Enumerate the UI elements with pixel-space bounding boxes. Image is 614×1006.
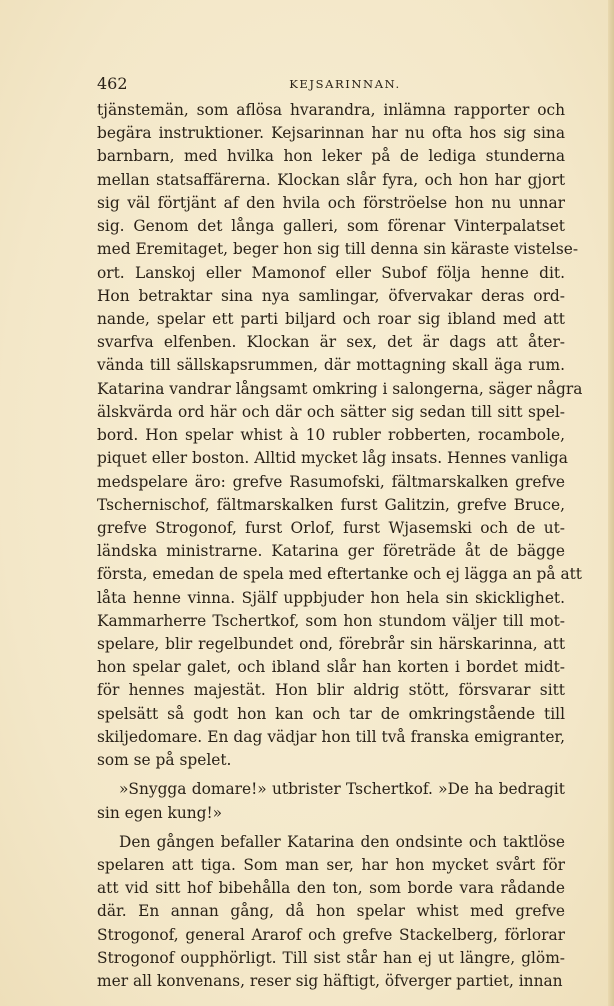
text-line: mellan statsaffärerna. Klockan slår fyra, och hon har gjort bbox=[97, 170, 565, 189]
text-line: Strogonof oupphörligt. Till sist står han ej ut längre, glöm- bbox=[97, 948, 565, 967]
text-line: bord. Hon spelar whist à 10 rubler robberten, rocambole, bbox=[97, 426, 565, 445]
text-line: sig väl förtjänt af den hvila och förströelse hon nu unnar bbox=[97, 193, 565, 212]
text-line: tjänstemän, som aflösa hvarandra, inlämna rapporter och bbox=[97, 101, 565, 119]
page-header bbox=[97, 72, 565, 96]
text-line: låta henne vinna. Själf uppbjuder hon hela sin skicklighet. bbox=[97, 588, 565, 607]
text-line: Den gången befaller Katarina den ondsinte och taktlöse bbox=[119, 832, 565, 851]
paragraph bbox=[97, 778, 565, 824]
paragraph bbox=[97, 99, 583, 772]
text-line: ländska ministrarne. Katarina ger företräde åt de bägge bbox=[97, 542, 565, 561]
text-line: sig. Genom det långa galleri, som förenar Vinterpalatset bbox=[97, 217, 565, 236]
text-line: vända till sällskapsrummen, där mottagning skall äga rum. bbox=[97, 356, 565, 375]
text-line: svarfva elfenben. Klockan är sex, det är dags att åter- bbox=[97, 333, 565, 352]
text-line: första, emedan de spela med eftertanke och ej lägga an på att bbox=[97, 565, 582, 584]
paragraph bbox=[97, 831, 565, 994]
text-line: begära instruktioner. Kejsarinnan har nu ofta hos sig sina bbox=[97, 124, 565, 143]
text-line: skiljedomare. En dag vädjar hon till två franska emigranter, bbox=[97, 727, 565, 746]
text-line: spelsätt så godt hon kan och tar de omkringstående till bbox=[97, 704, 565, 723]
text-line: för hennes majestät. Hon blir aldrig stött, försvarar sitt bbox=[97, 681, 565, 700]
text-line: Kammarherre Tschertkof, som hon stundom väljer till mot- bbox=[97, 611, 565, 630]
text-line: mer all konvenans, reser sig häftigt, öfverger partiet, innan bbox=[97, 972, 563, 991]
text-line: »Snygga domare!» utbrister Tschertkof. »De ha bedragit bbox=[119, 780, 565, 799]
text-line: nande, spelar ett parti biljard och roar sig ibland med att bbox=[97, 309, 565, 328]
text-line: där. En annan gång, då hon spelar whist med grefve bbox=[97, 902, 565, 921]
text-line: sin egen kung!» bbox=[97, 803, 223, 822]
text-line: Tschernischof, fältmarskalken furst Galitzin, grefve Bruce, bbox=[97, 495, 565, 514]
text-line: medspelare äro: grefve Rasumofski, fältmarskalken grefve bbox=[97, 472, 565, 491]
text-line: att vid sitt hof bibehålla den ton, som borde vara rådande bbox=[97, 879, 565, 898]
text-line: älskvärda ord här och där och sätter sig sedan till sitt spel- bbox=[97, 402, 565, 421]
text-line: ort. Lanskoj eller Mamonof eller Subof följa henne dit. bbox=[97, 263, 565, 282]
body-text bbox=[97, 99, 583, 993]
text-line: barnbarn, med hvilka hon leker på de lediga stunderna bbox=[97, 147, 565, 166]
running-head: KEJSARINNAN. bbox=[289, 77, 401, 91]
text-line: hon spelar galet, och ibland slår han korten i bordet midt- bbox=[97, 658, 565, 677]
text-line: spelare, blir regelbundet ond, förebrår sin härskarinna, att bbox=[97, 635, 565, 654]
text-line: Strogonof, general Ararof och grefve Stackelberg, förlorar bbox=[97, 925, 565, 944]
text-line: med Eremitaget, beger hon sig till denna sin käraste vistelse- bbox=[97, 240, 579, 259]
page-number: 462 bbox=[97, 74, 128, 93]
text-line: som se på spelet. bbox=[97, 751, 232, 770]
text-line: Hon betraktar sina nya samlingar, öfvervakar deras ord- bbox=[97, 286, 565, 305]
text-line: spelaren att tiga. Som man ser, har hon mycket svårt för bbox=[97, 856, 565, 874]
page-edge bbox=[608, 0, 614, 1006]
text-line: piquet eller boston. Alltid mycket låg insats. Hennes vanliga bbox=[97, 449, 568, 468]
text-line: grefve Strogonof, furst Orlof, furst Wjasemski och de ut- bbox=[97, 518, 565, 537]
text-line: Katarina vandrar långsamt omkring i salongerna, säger några bbox=[97, 379, 583, 398]
